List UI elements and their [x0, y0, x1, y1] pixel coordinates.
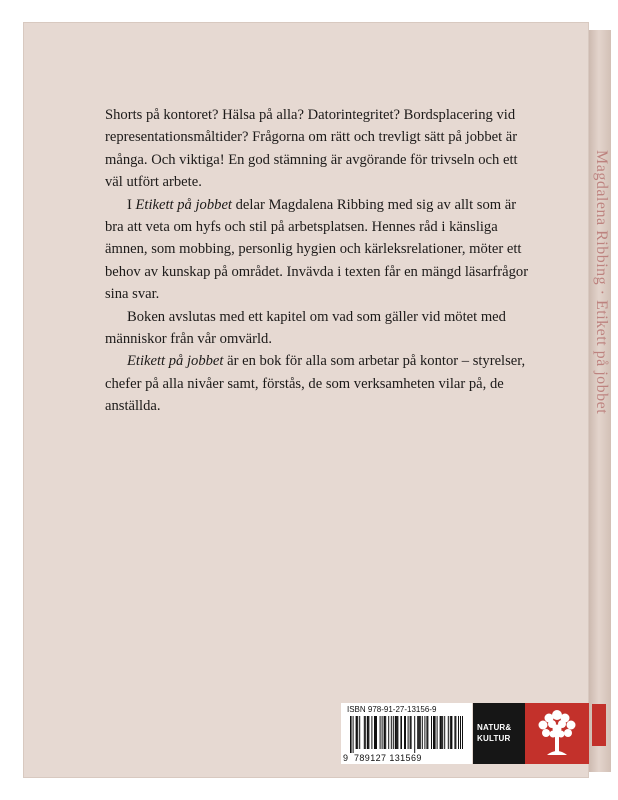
- barcode-bar: [371, 716, 372, 749]
- isbn-barcode: [341, 703, 472, 764]
- barcode-bars: [350, 716, 463, 753]
- barcode-bar: [420, 716, 421, 749]
- barcode-number: 789127 131569: [354, 753, 422, 763]
- barcode-bar: [368, 716, 369, 749]
- barcode-bar: [375, 716, 376, 749]
- book-title-italic: Etikett på jobbet: [127, 353, 224, 370]
- barcode-bar: [434, 716, 436, 749]
- barcode-lead-digit: 9: [343, 753, 349, 763]
- barcode-bar: [380, 716, 381, 749]
- barcode-bar: [356, 716, 358, 749]
- barcode-bar: [359, 716, 360, 749]
- tree-icon: [525, 703, 589, 764]
- barcode-bar: [364, 716, 365, 749]
- barcode-bar: [405, 716, 406, 749]
- barcode-bar: [440, 716, 442, 749]
- barcode-bar: [433, 716, 434, 749]
- barcode-bar: [419, 716, 420, 749]
- publisher-logo: [525, 703, 589, 764]
- barcode-bar: [437, 716, 438, 749]
- barcode-bar: [422, 716, 423, 749]
- barcode-bar: [400, 716, 402, 749]
- barcode-bar: [384, 716, 386, 749]
- blurb-p4-body: är en bok för alla som arbetar på kontor – styrelser, chefer på alla nivåer samt, förstås, de som verksamheten vilar på, de anställda.: [105, 353, 526, 415]
- barcode-bar: [424, 716, 425, 749]
- barcode-bar: [458, 716, 459, 749]
- barcode-bar: [450, 716, 451, 749]
- barcode-bar: [460, 716, 461, 749]
- barcode-bar: [353, 716, 354, 753]
- barcode-bar: [396, 716, 397, 749]
- blurb-paragraph-1: Shorts på kontoret? Hälsa på alla? Datorintegritet? Bordsplacering vid representationsmåltider? Frågorna om rätt och trevligt sätt på jobbet är många. Och viktiga! En god stämning är avgörande för trivseln och ett väl utfört arbete.: [105, 107, 518, 191]
- barcode-bar: [350, 716, 352, 753]
- isbn-label: ISBN 978-91-27-13156-9: [347, 705, 437, 714]
- barcode-bar: [357, 716, 358, 749]
- blurb-p2-prefix: I: [127, 196, 136, 213]
- barcode-bar: [376, 716, 377, 749]
- barcode-bar: [410, 716, 411, 749]
- barcode-bar: [414, 716, 415, 753]
- barcode-bar: [385, 716, 386, 749]
- blurb-paragraph-4: [105, 350, 535, 417]
- blurb-text: [105, 104, 535, 418]
- barcode-bar: [391, 716, 392, 749]
- barcode-bar: [393, 716, 394, 749]
- barcode-bar: [395, 716, 397, 749]
- barcode-bar: [388, 716, 389, 749]
- publisher-wordmark: [473, 703, 525, 764]
- blurb-p2-body: delar Magdalena Ribbing med sig av allt som är bra att veta om hyfs och stil på arbetsplatsen. Hennes råd i känsliga ämnen, som mobbing, personlig hygien och kärleksrelationer, möter ett behov av kunskap på området. Invävda i texten får en mängd läsarfrågor sina svar.: [105, 196, 529, 303]
- barcode-bar: [426, 716, 427, 749]
- barcode-bar: [444, 716, 445, 749]
- barcode-bar: [442, 716, 443, 749]
- barcode-bar: [404, 716, 405, 749]
- publisher-name-line-1: NATUR&: [477, 723, 512, 732]
- barcode-bar: [367, 716, 369, 749]
- barcode-bar: [451, 716, 453, 749]
- barcode-bar: [417, 716, 419, 749]
- blurb-paragraph-3: Boken avslutas med ett kapitel om vad som gäller vid mötet med människor från vår omvärld.: [105, 308, 506, 348]
- spine-title: [589, 30, 611, 772]
- barcode-bar: [462, 716, 463, 749]
- barcode-bar: [365, 716, 366, 749]
- barcode-bar: [397, 716, 398, 749]
- barcode-bar: [382, 716, 383, 749]
- publisher-name-line-2: KULTUR: [477, 734, 511, 743]
- barcode-bar: [454, 716, 455, 749]
- barcode-bar: [441, 716, 442, 749]
- barcode-bar: [408, 716, 409, 749]
- spine-logo-strip: [592, 704, 606, 746]
- book-title-italic: Etikett på jobbet: [135, 196, 232, 213]
- blurb-paragraph-2: [105, 194, 535, 306]
- barcode-bar: [374, 716, 375, 749]
- barcode-bar: [448, 716, 449, 749]
- barcode-bar: [411, 716, 412, 749]
- spine-title-text: Magdalena Ribbing · Etikett på jobbet: [593, 150, 610, 415]
- barcode-bar: [455, 716, 456, 749]
- barcode-bar: [427, 716, 428, 749]
- barcode-bar: [431, 716, 432, 749]
